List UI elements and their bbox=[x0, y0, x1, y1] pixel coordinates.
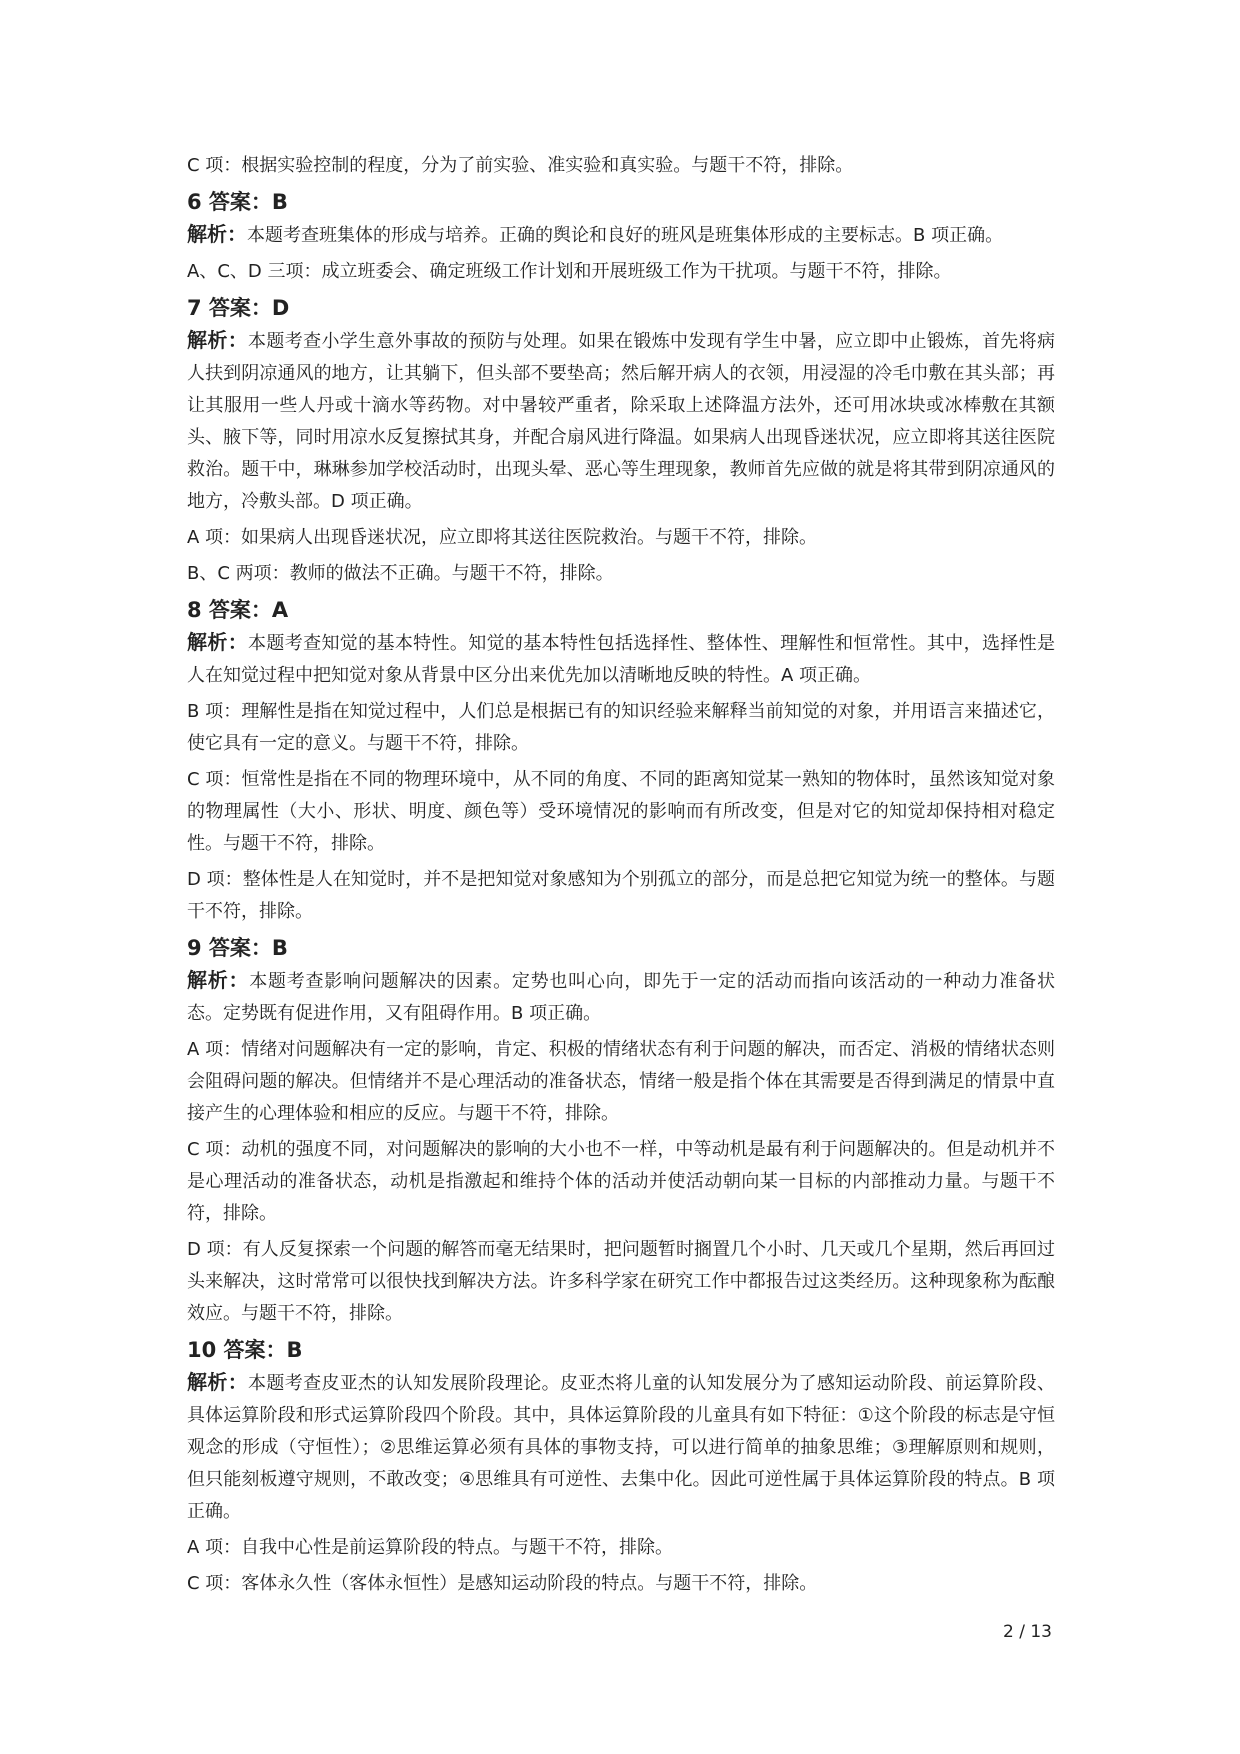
option-paragraph: B 项：理解性是指在知觉过程中，人们总是根据已有的知识经验来解释当前知觉的对象，并用语言来描述它，使它具有一定的意义。与题干不符，排除。 bbox=[187, 701, 1055, 754]
option-paragraph: A 项：情绪对问题解决有一定的影响，肯定、积极的情绪状态有利于问题的解决，而否定、消极的情绪状态则会阻碍问题的解决。但情绪并不是心理活动的准备状态，情绪一般是指个体在其需要是否得到满足的情景中直接产生的心理体验和相应的反应。与题干不符，排除。 bbox=[187, 1039, 1055, 1124]
analysis-label: 解析： bbox=[187, 630, 249, 654]
analysis-paragraph bbox=[187, 964, 1055, 1030]
option-paragraph: C 项：动机的强度不同，对问题解决的影响的大小也不一样，中等动机是最有利于问题解决的。但是动机并不是心理活动的准备状态，动机是指激起和维持个体的活动并使活动朝向某一目标的内部推动力量。与题干不符，排除。 bbox=[187, 1139, 1055, 1224]
analysis-text: 本题考查皮亚杰的认知发展阶段理论。皮亚杰将儿童的认知发展分为了感知运动阶段、前运算阶段、具体运算阶段和形式运算阶段四个阶段。其中，具体运算阶段的儿童具有如下特征：①这个阶段的标志是守恒观念的形成（守恒性）；②思维运算必须有具体的事物支持，可以进行简单的抽象思维；③理解原则和规则，但只能刻板遵守规则，不敢改变；④思维具有可逆性、去集中化。因此可逆性属于具体运算阶段的特点。B 项正确。 bbox=[187, 1373, 1055, 1522]
document-body bbox=[187, 150, 1055, 1604]
answer-heading: 10 答案：B bbox=[187, 1338, 303, 1362]
analysis-text: 本题考查知觉的基本特性。知觉的基本特性包括选择性、整体性、理解性和恒常性。其中，选择性是人在知觉过程中把知觉对象从背景中区分出来优先加以清晰地反映的特性。A 项正确。 bbox=[187, 633, 1055, 686]
option-paragraph: A、C、D 三项：成立班委会、确定班级工作计划和开展班级工作为干扰项。与题干不符，排除。 bbox=[187, 261, 952, 282]
option-paragraph: C 项：根据实验控制的程度，分为了前实验、准实验和真实验。与题干不符，排除。 bbox=[187, 155, 854, 176]
analysis-label: 解析： bbox=[187, 968, 250, 992]
analysis-paragraph bbox=[187, 1366, 1055, 1528]
analysis-label: 解析： bbox=[187, 222, 247, 246]
analysis-label: 解析： bbox=[187, 328, 249, 352]
analysis-text: 本题考查班集体的形成与培养。正确的舆论和良好的班风是班集体形成的主要标志。B 项正确。 bbox=[247, 225, 1004, 246]
answer-heading: 8 答案：A bbox=[187, 598, 289, 622]
answer-heading: 9 答案：B bbox=[187, 936, 288, 960]
option-paragraph: C 项：客体永久性（客体永恒性）是感知运动阶段的特点。与题干不符，排除。 bbox=[187, 1573, 818, 1594]
option-paragraph: C 项：恒常性是指在不同的物理环境中，从不同的角度、不同的距离知觉某一熟知的物体时，虽然该知觉对象的物理属性（大小、形状、明度、颜色等）受环境情况的影响而有所改变，但是对它的知觉却保持相对稳定性。与题干不符，排除。 bbox=[187, 769, 1055, 854]
analysis-paragraph bbox=[187, 324, 1055, 518]
option-paragraph: A 项：如果病人出现昏迷状况，应立即将其送往医院救治。与题干不符，排除。 bbox=[187, 527, 818, 548]
option-paragraph: A 项：自我中心性是前运算阶段的特点。与题干不符，排除。 bbox=[187, 1537, 674, 1558]
option-paragraph: D 项：有人反复探索一个问题的解答而毫无结果时，把问题暂时搁置几个小时、几天或几个星期，然后再回过头来解决，这时常常可以很快找到解决方法。许多科学家在研究工作中都报告过这类经历。这种现象称为酝酿效应。与题干不符，排除。 bbox=[187, 1239, 1055, 1324]
analysis-label: 解析： bbox=[187, 1370, 249, 1394]
analysis-paragraph bbox=[187, 218, 1055, 252]
analysis-text: 本题考查影响问题解决的因素。定势也叫心向，即先于一定的活动而指向该活动的一种动力准备状态。定势既有促进作用，又有阻碍作用。B 项正确。 bbox=[187, 971, 1056, 1024]
answer-heading: 6 答案：B bbox=[187, 190, 288, 214]
analysis-paragraph bbox=[187, 626, 1055, 692]
page-number: 2 / 13 bbox=[1003, 1622, 1052, 1642]
option-paragraph: B、C 两项：教师的做法不正确。与题干不符，排除。 bbox=[187, 563, 614, 584]
option-paragraph: D 项：整体性是人在知觉时，并不是把知觉对象感知为个别孤立的部分，而是总把它知觉为统一的整体。与题干不符，排除。 bbox=[187, 869, 1055, 922]
analysis-text: 本题考查小学生意外事故的预防与处理。如果在锻炼中发现有学生中暑，应立即中止锻炼，首先将病人扶到阴凉通风的地方，让其躺下，但头部不要垫高；然后解开病人的衣领，用浸湿的冷毛巾敷在其头部；再让其服用一些人丹或十滴水等药物。对中暑较严重者，除采取上述降温方法外，还可用冰块或冰棒敷在其额头、腋下等，同时用凉水反复擦拭其身，并配合扇风进行降温。如果病人出现昏迷状况，应立即将其送往医院救治。题干中，琳琳参加学校活动时，出现头晕、恶心等生理现象，教师首先应做的就是将其带到阴凉通风的地方，冷敷头部。D 项正确。 bbox=[187, 331, 1055, 512]
answer-heading: 7 答案：D bbox=[187, 296, 290, 320]
